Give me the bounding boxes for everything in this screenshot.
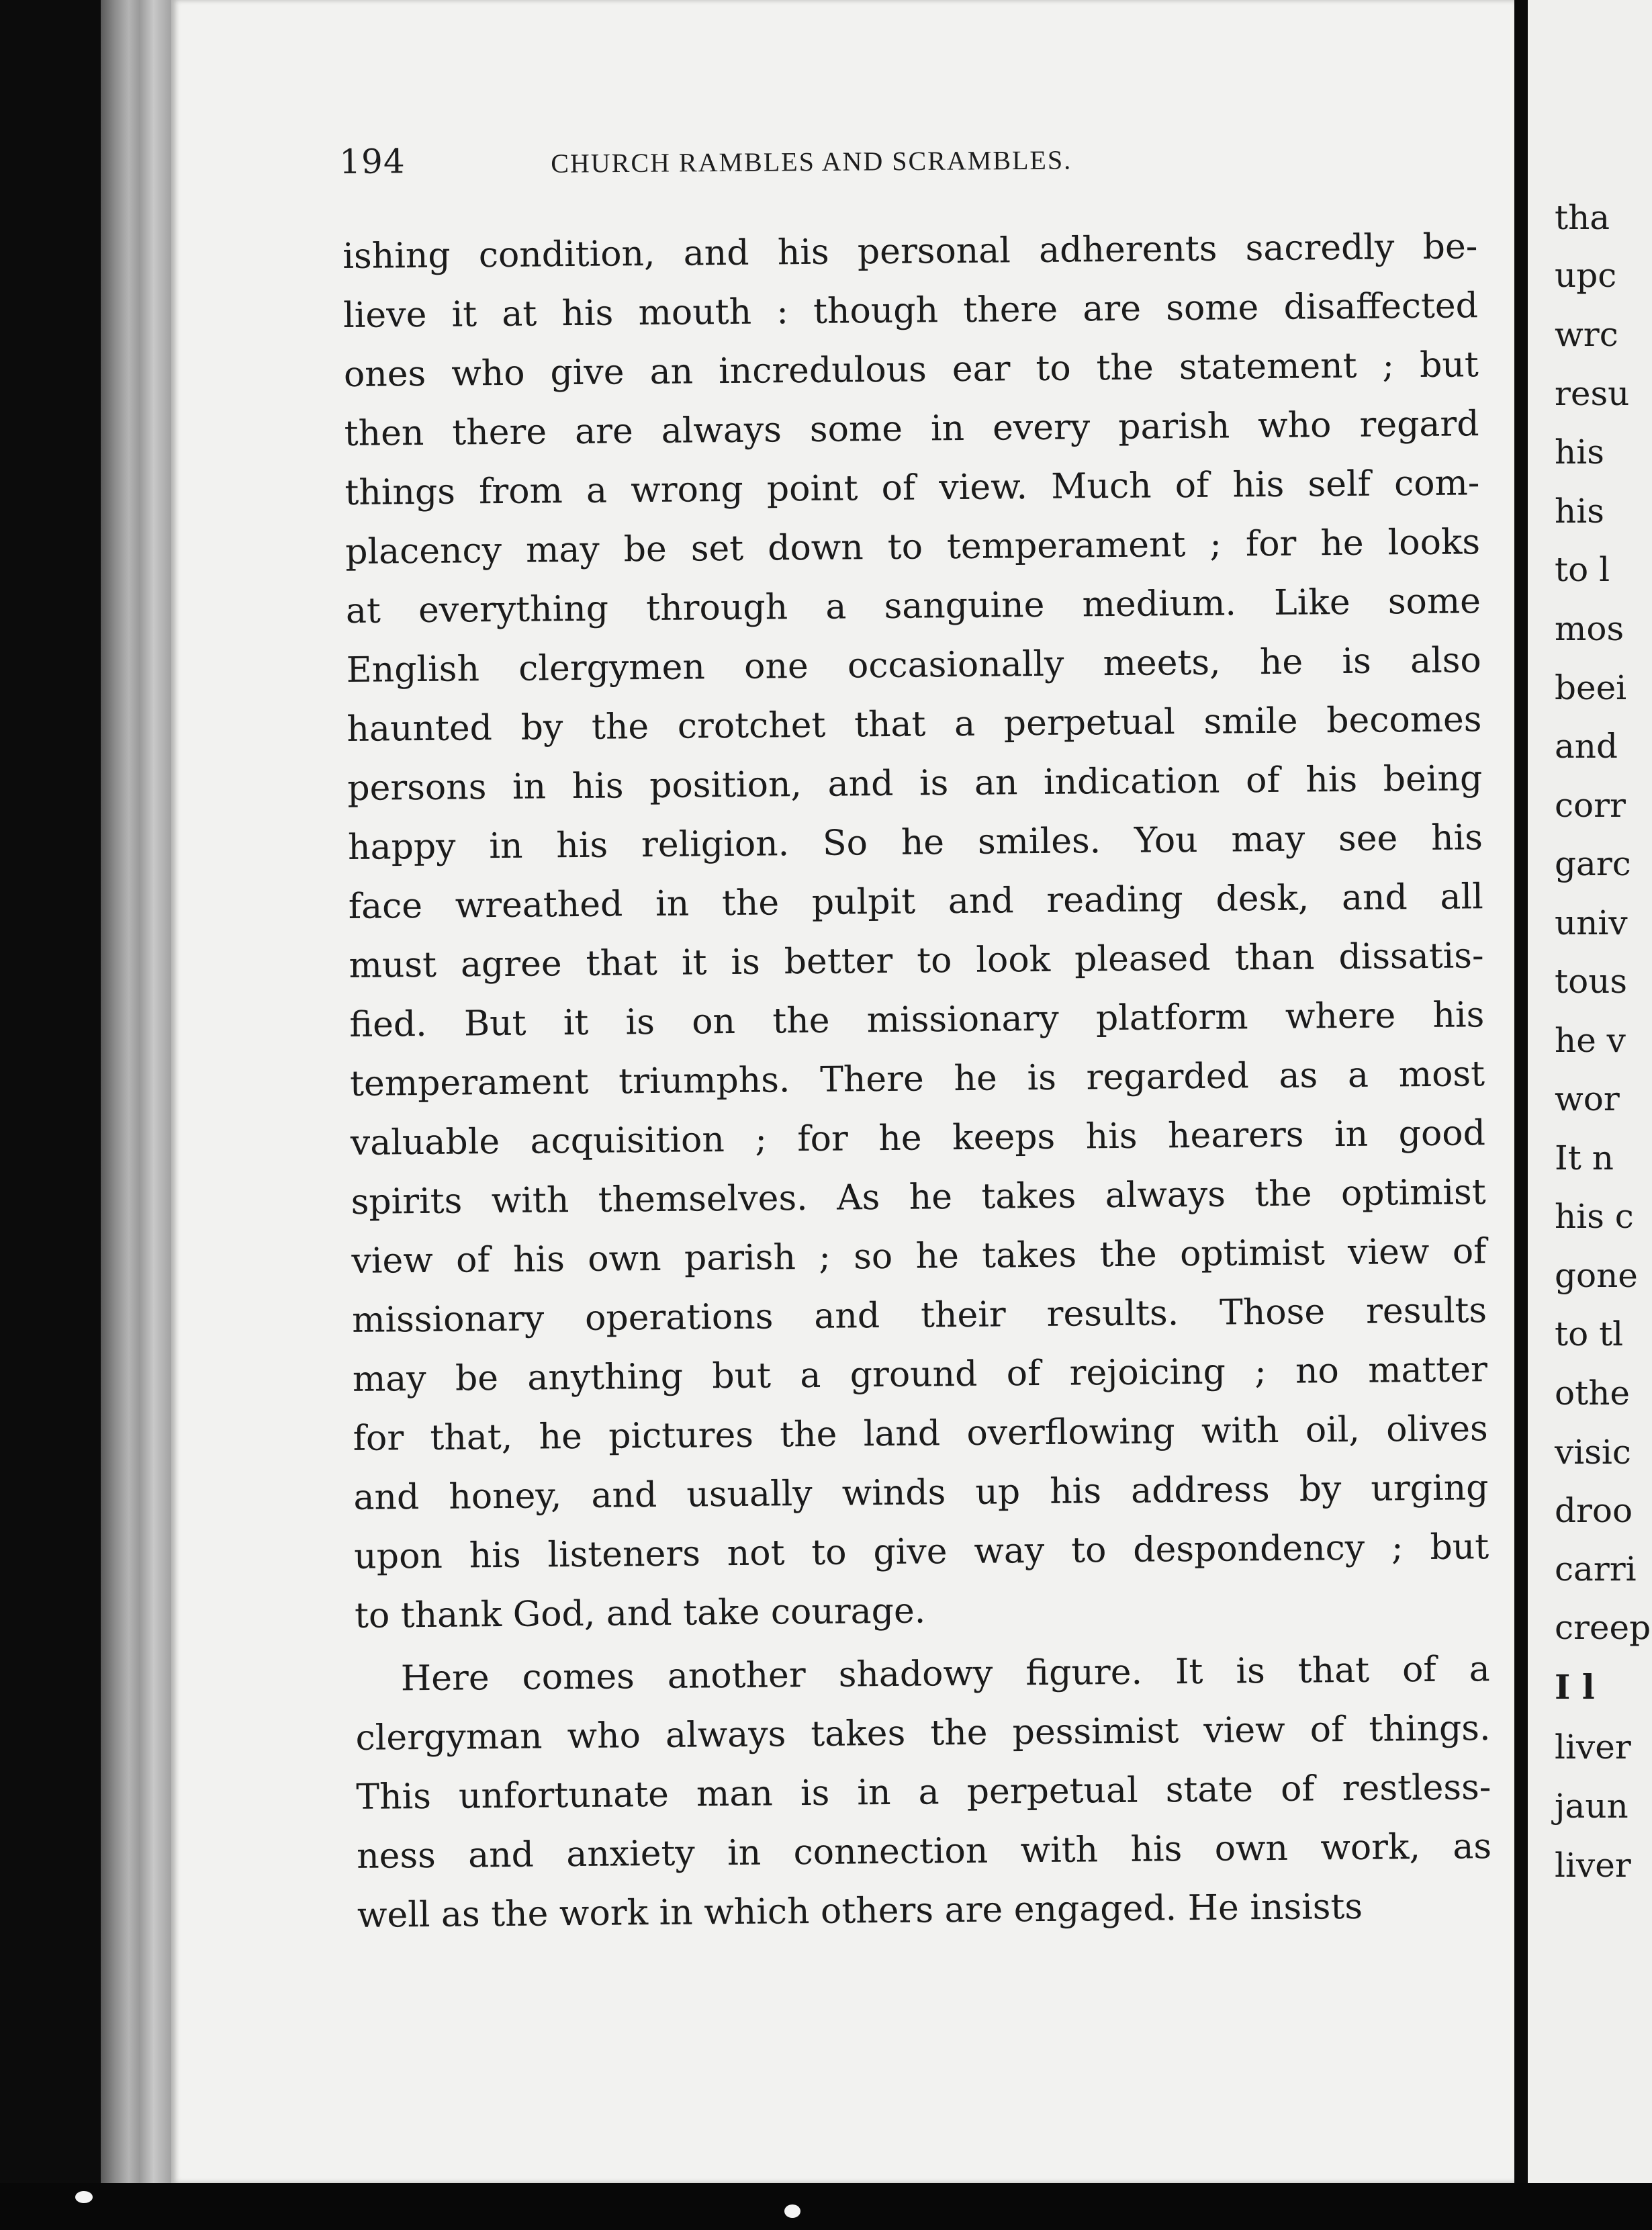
text-line: well as the work in which others are engaged. He insists [357,1886,1363,1936]
facing-text-fragment: beei [1555,668,1627,707]
text-line: fied. But it is on the missionary platform where his [349,995,1485,1045]
text-line: placency may be set down to temperament ; for he looks [345,522,1481,572]
facing-text-fragment: resu [1555,374,1630,413]
facing-text-fragment: tous [1555,962,1628,1001]
text-line: face wreathed in the pulpit and reading desk, and all [348,877,1484,927]
text-line: for that, he pictures the land overflowing with oil, olives [353,1409,1488,1459]
scanner-bed-edge [0,2183,1652,2230]
text-line: ishing condition, and his personal adherents sacredly be- [342,226,1478,277]
facing-text-fragment: wrc [1555,315,1618,354]
text-line: haunted by the crotchet that a perpetual smile becomes [347,699,1482,750]
facing-text-fragment: I l [1555,1667,1595,1707]
text-line: valuable acquisition ; for he keeps his hearers in good [350,1113,1486,1163]
text-line: things from a wrong point of view. Much of his self com- [345,463,1480,513]
facing-text-fragment: tha [1555,198,1610,237]
facing-text-fragment: gone [1555,1256,1638,1295]
text-line: and honey, and usually winds up his address by urging [353,1468,1489,1518]
page-number: 194 [339,142,406,181]
text-line: persons in his position, and is an indication of his being [347,758,1483,809]
body-text [342,217,1492,1945]
text-line: must agree that it is better to look pleased than dissatis- [349,936,1484,986]
text-line: upon his listeners not to give way to despondency ; but [354,1527,1489,1577]
facing-text-fragment: othe [1555,1374,1630,1413]
facing-text-fragment: jaun [1555,1787,1628,1826]
facing-text-fragment: mos [1555,609,1624,648]
text-line: may be anything but a ground of rejoicing ; no matter [352,1349,1488,1400]
facing-text-fragment: and [1555,727,1618,766]
book-gutter [1514,0,1528,2230]
facing-text-fragment: he v [1555,1021,1626,1060]
facing-text-fragment: liver [1555,1846,1631,1885]
text-line: English clergymen one occasionally meets, he is also [346,640,1481,690]
text-line: happy in his religion. So he smiles. You may see his [347,817,1483,868]
text-line: ones who give an incredulous ear to the statement ; but [343,345,1479,395]
text-line: then there are always some in every parish who regard [344,404,1479,454]
facing-text-fragment: It n [1555,1139,1614,1177]
facing-text-fragment: to l [1555,550,1610,589]
facing-text-fragment: his [1555,492,1604,531]
facing-text-fragment: univ [1555,903,1628,942]
page-edge-stack [101,0,171,2183]
running-title: CHURCH RAMBLES AND SCRAMBLES. [551,144,1072,179]
facing-text-fragment: visic [1555,1433,1631,1472]
text-line: spirits with themselves. As he takes always the optimist [351,1172,1486,1222]
facing-text-fragment: to tl [1555,1314,1624,1353]
facing-text-fragment: upc [1555,256,1617,295]
text-line: missionary operations and their results. Those results [351,1290,1487,1341]
dust-speck [784,2204,800,2218]
text-line: ness and anxiety in connection with his own work, as [356,1826,1492,1877]
facing-text-fragment: wor [1555,1079,1620,1118]
text-line: to thank God, and take courage. [354,1591,926,1636]
facing-page-fragment [1528,0,1652,2190]
text-line: temperament triumphs. There he is regarded as a most [349,1054,1485,1104]
facing-text-fragment: his [1555,433,1604,472]
dust-speck [75,2191,93,2203]
text-line: clergyman who always takes the pessimist view of things. [355,1708,1491,1758]
text-line: Here comes another shadowy figure. It is that of a [400,1649,1490,1699]
facing-text-fragment: liver [1555,1728,1631,1767]
text-line: at everything through a sanguine medium. Like some [345,581,1481,631]
facing-text-fragment: garc [1555,844,1631,883]
page-header [339,135,1414,189]
text-line: lieve it at his mouth : though there are some disaffected [342,285,1479,336]
text-line: This unfortunate man is in a perpetual state of restless- [356,1767,1492,1818]
facing-text-fragment: carri [1555,1550,1637,1589]
facing-text-fragment: his c [1555,1197,1634,1236]
text-line: view of his own parish ; so he takes the optimist view of [351,1231,1487,1282]
facing-text-fragment: corr [1555,786,1626,825]
facing-text-fragment: creep [1555,1608,1651,1647]
facing-text-fragment: droo [1555,1491,1633,1530]
